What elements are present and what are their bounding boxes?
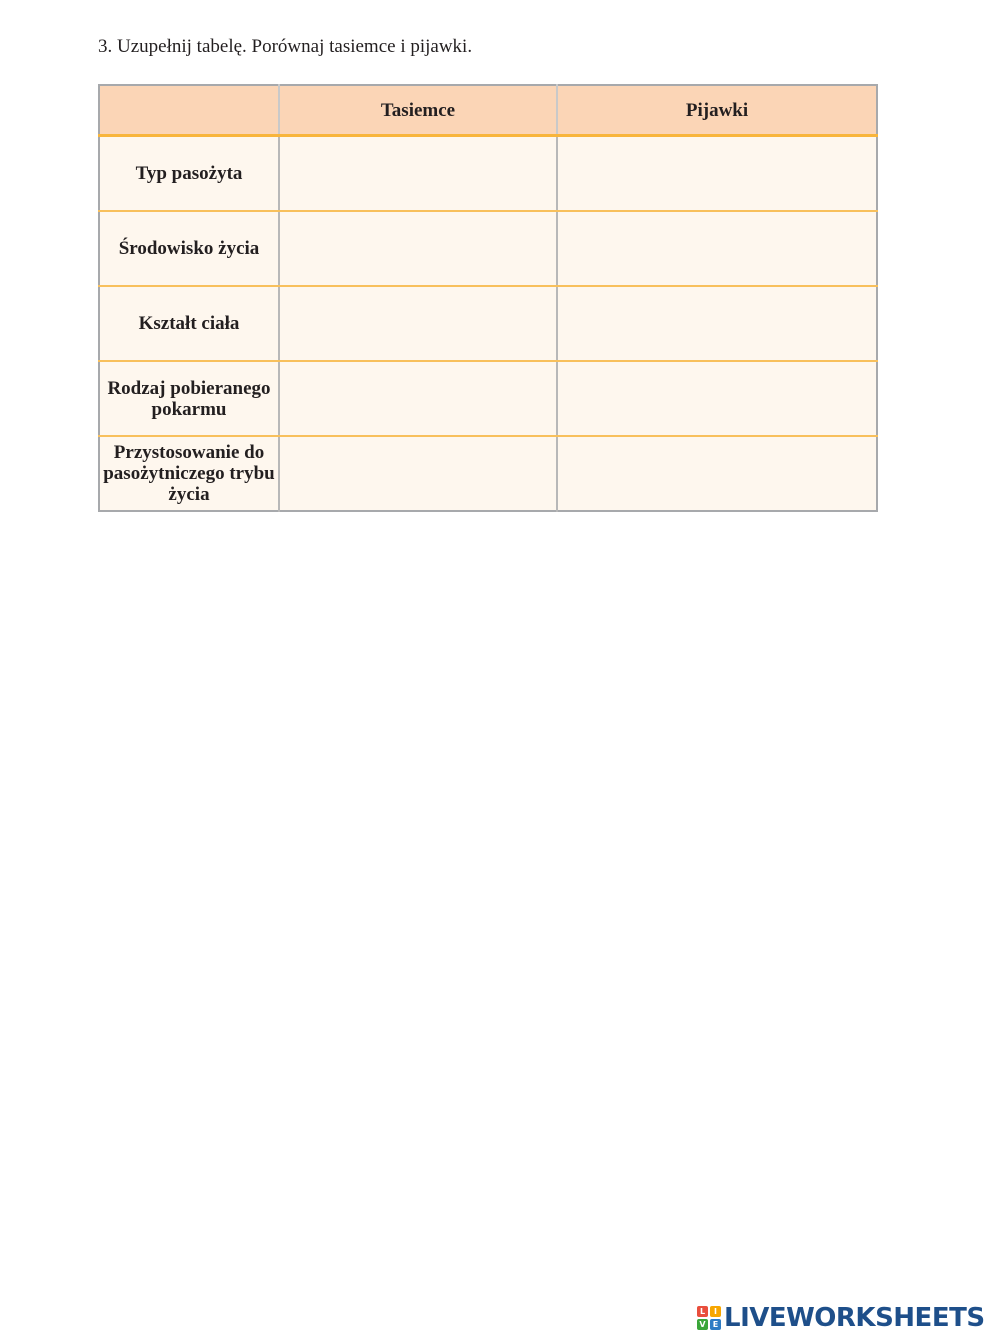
row-label-ksztalt-ciala: Kształt ciała [99,286,279,361]
brand-name: LIVEWORKSHEETS [724,1303,985,1333]
table-header-row [99,85,877,136]
answer-cell-pijawki-typ[interactable] [557,136,877,212]
answer-cell-pijawki-pokarm[interactable] [557,361,877,436]
logo-tile-i: I [710,1306,721,1317]
row-label-srodowisko-zycia: Środowisko życia [99,211,279,286]
row-label-typ-pasozyta: Typ pasożyta [99,136,279,212]
logo-tile-e: E [710,1319,721,1330]
header-tasiemce: Tasiemce [279,85,557,136]
row-label-rodzaj-pokarmu: Rodzaj pobieranego pokarmu [99,361,279,436]
answer-cell-pijawki-ksztalt[interactable] [557,286,877,361]
liveworksheets-brand [697,1304,985,1332]
table-row [99,286,877,361]
logo-tile-v: V [697,1319,708,1330]
instruction-text: 3. Uzupełnij tabelę. Porównaj tasiemce i pijawki. [98,36,473,57]
table-row [99,136,877,212]
answer-cell-tasiemce-typ[interactable] [279,136,557,212]
answer-cell-tasiemce-srodowisko[interactable] [279,211,557,286]
table-row [99,211,877,286]
answer-cell-tasiemce-przystosowanie[interactable] [279,436,557,511]
table-row [99,436,877,511]
table-row [99,361,877,436]
liveworksheets-logo-icon [697,1306,721,1330]
header-corner-cell [99,85,279,136]
header-pijawki: Pijawki [557,85,877,136]
row-label-przystosowanie: Przystosowanie do pasożytniczego trybu życia [99,436,279,511]
answer-cell-pijawki-przystosowanie[interactable] [557,436,877,511]
comparison-table [98,84,878,512]
answer-cell-pijawki-srodowisko[interactable] [557,211,877,286]
answer-cell-tasiemce-pokarm[interactable] [279,361,557,436]
answer-cell-tasiemce-ksztalt[interactable] [279,286,557,361]
logo-tile-l: L [697,1306,708,1317]
